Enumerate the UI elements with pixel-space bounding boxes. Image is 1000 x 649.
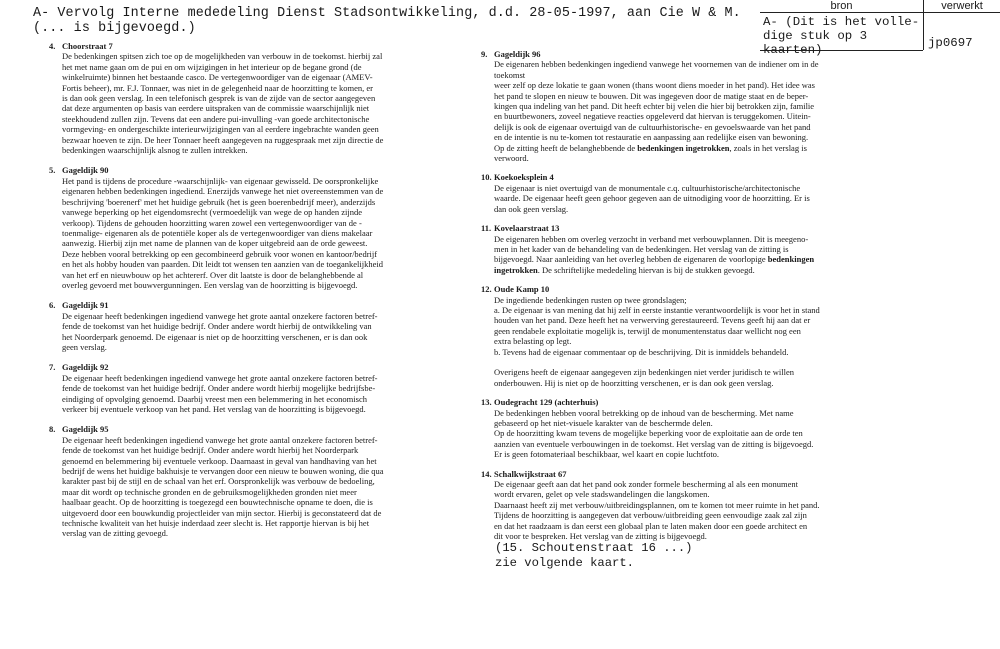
item-text: De eigenaar heeft bedenkingen ingediend vanwege het grote aantal onzekere factoren betref- fende de toekomst van het huidige bedrijf. Onder andere wordt hierbij mogelijke bedrijfsbe- eindiging of opvolging genoemd. Daarbij vreest men een belemmering in het economisch verkeer bij eventuele verkoop van het pand. Het verslag van de hoorzitting is bijgevoegd. <box>62 372 378 414</box>
item-title: Gageldijk 96 <box>494 49 541 59</box>
item-text: De bedenkingen spitsen zich toe op de mogelijkheden van verbouw in de toekomst. hierbij zal het met name gaan om de pui en om wijzigingen in het interieur op de begane grond (de winkelruimte) binnen het bestaande casco. De vertegenwoordiger van de eigenaar (AMEV- Fortis beheer), mr. F.J. Tonnaer, was niet in de gelegenheid naar de hoorzitting te komen, er is dan ook geen verslag. In een telefonisch gesprek is van de zijde van de sector aangegeven dat deze argumenten op basis van eerdere uitspraken van de commissie waarschijnlijk niet steekhoudend zullen zijn. Tevens dat een andere pui-invulling -van goede architectonische vormgeving- en ondergeschikte interieurwijzigingen van al eerdere ingebrachte wanden geen bezwaar hoeven te zijn. De heer Tonnaer heeft aangegeven na ruggespraak met zijn directie de bedenkingen waarschijnlijk alsnog te zullen intrekken. <box>62 51 384 156</box>
bron-label: bron <box>760 0 923 13</box>
item-text: De eigenaar geeft aan dat het pand ook zonder formele bescherming al als een monument wordt ervaren, gelet op vele stadswandelingen die langskomen. Daarnaast heeft zij met verbouw/uitbreidingsplannen, om te komen tot meer ruimte in het pand. Tijdens de hoorzitting is aangegeven dat verbouw/uitbreiding geen eenvoudige zaak zal zijn en dat het raadzaam is dan eerst een globaal plan te laten maken door een goede architect en dit voor te bespreken. Het verslag van de zitting is bijgevoegd. <box>494 479 820 542</box>
item-text-main: De eigenaren hebben om overleg verzocht in verband met verbouwplannen. Dit is meegeno- men in het kader van de behandeling van de bedenkingen. Het verslag van de zitting is bijgevoegd. Naar aanleiding van het overleg hebben de eigenaren de voorlopige <box>494 233 809 265</box>
item-number: 7. <box>49 362 56 373</box>
list-item-7 <box>49 362 462 414</box>
item-title: Gageldijk 90 <box>62 165 109 176</box>
item-text-tail: , zoals in het verslag is verwoord. <box>494 142 807 164</box>
footer-note: (15. Schoutenstraat 16 ...) zie volgende kaart. <box>495 541 693 570</box>
list-item-11 <box>481 223 824 275</box>
verwerkt-column <box>924 0 1000 50</box>
item-text: De eigenaar heeft bedenkingen ingediend vanwege het grote aantal onzekere factoren betref- fende de toekomst van het huidige bedrijf. Onder andere wordt hierbij het Noorderpark genoemd en belemmering bij eventuele verkoop. Daarnaast in geval van handhaving van het bedrijf de wens het huidige bakhuisje te vervangen door een nieuw te bouwen woning, die qua karakter past bij de stijl en de schaal van het erf. Oorspronkelijk was verbouw de bedoeling, maar dit wordt op technische gronden en de gebruiksmogelijkheden gronden niet meer haalbaar geacht. Op de hoorzitting is toegezegd een bouwtechnische opname te doen, die is uitgevoerd door een bouwkundig projectleider van mijn sector. Hierbij is geconstateerd dat de technische kwaliteit van het huisje inderdaad zeer slecht is. Het rapportje hiervan is bij het verslag van de zitting gevoegd. <box>62 434 384 539</box>
item-title: Oudegracht 129 (achterhuis) <box>494 397 599 408</box>
list-item-10 <box>481 172 824 214</box>
item-text: De eigenaar is niet overtuigd van de monumentale c.q. cultuurhistorische/architectonische waarde. De eigenaar heeft geen gehoor gegeven aan de uitnodiging voor de hoorzitting. Er is dan ook geen verslag. <box>494 182 810 214</box>
item-text: De eigenaar heeft bedenkingen ingediend vanwege het grote aantal onzekere factoren betref- fende de toekomst van het huidige bedrijf. Onder andere wordt hierbij de ontwikkeling van het Noorderpark genoemd. De eigenaar is niet op de hoorzitting verschenen, er is dan ook geen verslag. <box>62 310 378 352</box>
item-title: Gageldijk 95 <box>62 424 109 435</box>
item-text <box>494 59 824 163</box>
right-column <box>481 49 824 542</box>
item-text <box>494 234 824 276</box>
item-text: De ingediende bedenkingen rusten op twee grondslagen; a. De eigenaar is van mening dat hij zelf in eerste instantie verantwoordelijk is voor het in stand houden van het pand. Deze heeft het na verwerving gerestaureerd. Tevens geeft hij aan dat er geen rendabele exploitatie mogelijk is, terwijl de monumentenstatus daar wellicht nog een extra belasting op legt. b. Tevens had de eigenaar commentaar op de beschrijving. Dit is inmiddels behandeld. Overigens heeft de eigenaar aangegeven zijn bedenkingen niet verder juridisch te willen onderbouwen. Hij is niet op de hoorzitting verschenen, er is dan ook geen verslag. <box>494 294 820 388</box>
item-number: 13. <box>481 397 492 408</box>
verwerkt-value: jp0697 <box>928 36 973 50</box>
bron-value: A- (Dit is het volle- dige stuk op 3 kaarten) <box>763 15 920 57</box>
list-item-6 <box>49 300 462 352</box>
item-number: 4. <box>49 41 56 51</box>
item-text-bold: bedenkingen ingetrokken <box>637 142 730 153</box>
item-number: 6. <box>49 300 56 311</box>
list-item-8 <box>49 424 462 539</box>
item-title: Gageldijk 92 <box>62 362 109 373</box>
document-header-line1: A- Vervolg Interne mededeling Dienst Stadsontwikkeling, d.d. 28-05-1997, aan Cie W & M. <box>33 6 741 21</box>
item-number: 9. <box>481 49 488 59</box>
item-number: 11. <box>481 223 492 234</box>
list-item-9 <box>481 49 824 164</box>
item-title: Schalkwijkstraat 67 <box>494 468 567 479</box>
item-title: Kovelaarstraat 13 <box>494 223 560 234</box>
list-item-5 <box>49 165 462 290</box>
reference-box <box>760 0 1000 57</box>
item-number: 10. <box>481 172 492 183</box>
list-item-13 <box>481 397 824 460</box>
item-title: Koekoeksplein 4 <box>494 172 554 183</box>
item-text-main: De eigenaren hebben bedenkingen ingediend vanwege het voornemen van de indiener om in de toekomst weer zelf op deze lokatie te gaan wonen (thans woont diens moeder in het pand). Het idee was het pand te slopen en nieuw te bouwen. Dit was ingegeven door de matige staat en de beper- kingen qua indeling van het pand. Dit heeft echter bij velen die hier bij betrokken zijn, familie en buurtbewoners, zoveel negatieve reacties opgeleverd dat hiervan is teruggekomen. Uitein- delijk is ook de eigenaar overtuigd van de cultuurhistorische- en gevoelswaarde van het pand en de intentie is nu te-komen tot restauratie en aanpassing aan redelijke eisen van bewoning. Op de zitting heeft de belanghebbende de <box>494 59 819 153</box>
list-item-4 <box>49 41 462 156</box>
item-text: De bedenkingen hebben vooral betrekking op de inhoud van de bescherming. Met name gebaseerd op het niet-visuele karakter van de beschermde delen. Op de hoorzitting kwam tevens de mogelijke beperking voor de exploitatie aan de orde ten aanzien van eventuele verbouwingen in de toekomst. Het verslag van de zitting is bijgevoegd. Er is geen fotomateriaal beschikbaar, wel kaart en copie luchtfoto. <box>494 407 814 460</box>
item-title: Gageldijk 91 <box>62 300 109 311</box>
list-item-14 <box>481 468 824 542</box>
item-title: Choorstraat 7 <box>62 41 113 51</box>
document-header-line2: (... is bijgevoegd.) <box>33 21 196 36</box>
item-text-tail: . De schriftelijke mededeling hiervan is bij de stukken gevoegd. <box>537 264 755 275</box>
item-number: 5. <box>49 165 56 176</box>
item-number: 14. <box>481 468 492 479</box>
item-number: 12. <box>481 284 492 295</box>
item-text: Het pand is tijdens de procedure -waarschijnlijk- van eigenaar gewisseld. De oorspronkelijke eigenaren hebben bedenkingen ingediend. Enerzijds vanwege het niet overeenstemmen van de beschrijving 'boerenerf' met het huidige gebruik (het is geen boerenbedrijf meer), anderzijds vanwege beperking op het eigendomsrecht (vermoedelijk van wege de op handen zijnde verkoop). Tijdens de gehouden hoorzitting waren zowel een vertegenwoordiger van de - toenmalige- eigenaren als de potentiële koper als de vertegenwoordiger van diens makelaar aanwezig. Hierbij zijn met name de plannen van de koper uitgebreid aan de orde geweest. Deze hebben vooral betrekking op een gecombineerd gebruik voor wonen en kantoor/bedrijf en het als hobby houden van paarden. Dit leidt tot wensen ten aanzien van de toegankelijkheid van het erf en nieuwbouw op het achtererf. Over dit laatste is door de belanghebbende al overleg gevoerd met bouwvergunningen. Een verslag van de hoorzitting is bijgevoegd. <box>62 175 384 290</box>
list-item-12 <box>481 284 824 388</box>
left-column <box>49 41 462 539</box>
verwerkt-label: verwerkt <box>924 0 1000 13</box>
item-title: Oude Kamp 10 <box>494 284 550 295</box>
item-text-bold: bedenkingen ingetrokken <box>494 254 815 275</box>
item-number: 8. <box>49 424 56 435</box>
